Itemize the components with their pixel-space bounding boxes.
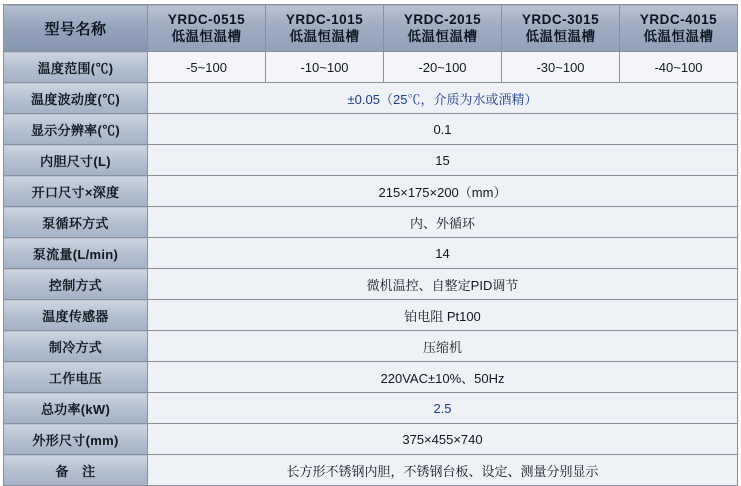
header-cell-model bbox=[384, 5, 502, 52]
table-row bbox=[4, 393, 738, 424]
spec-table-container bbox=[0, 4, 741, 479]
model-desc: 低温恒温槽 bbox=[171, 29, 242, 44]
model-code: YRDC-2015 bbox=[403, 12, 482, 27]
header-cell-model bbox=[620, 5, 738, 52]
row-value: -20~100 bbox=[384, 52, 502, 83]
row-value: ±0.05（25℃，介质为水或酒精） bbox=[148, 83, 738, 114]
row-value: -30~100 bbox=[502, 52, 620, 83]
row-value: 0.1 bbox=[148, 114, 738, 145]
model-code: YRDC-0515 bbox=[167, 12, 246, 27]
row-value: 压缩机 bbox=[148, 331, 738, 362]
table-row bbox=[4, 455, 738, 486]
model-code: YRDC-4015 bbox=[639, 12, 718, 27]
table-row bbox=[4, 300, 738, 331]
table-row bbox=[4, 52, 738, 83]
row-label: 温度传感器 bbox=[4, 300, 148, 331]
model-code: YRDC-1015 bbox=[285, 12, 364, 27]
row-value: 220VAC±10%、50Hz bbox=[148, 362, 738, 393]
row-label: 泵循环方式 bbox=[4, 207, 148, 238]
row-value: -10~100 bbox=[266, 52, 384, 83]
table-row bbox=[4, 83, 738, 114]
table-row bbox=[4, 145, 738, 176]
row-label: 内胆尺寸(L) bbox=[4, 145, 148, 176]
model-desc: 低温恒温槽 bbox=[407, 29, 478, 44]
model-desc: 低温恒温槽 bbox=[643, 29, 714, 44]
row-label: 备 注 bbox=[4, 455, 148, 486]
row-label: 显示分辨率(℃) bbox=[4, 114, 148, 145]
row-label: 控制方式 bbox=[4, 269, 148, 300]
header-cell-model-name: 型号名称 bbox=[4, 5, 148, 52]
row-label: 泵流量(L/min) bbox=[4, 238, 148, 269]
model-code: YRDC-3015 bbox=[521, 12, 600, 27]
header-cell-model bbox=[502, 5, 620, 52]
table-row bbox=[4, 176, 738, 207]
header-cell-model bbox=[148, 5, 266, 52]
row-value: 215×175×200（mm） bbox=[148, 176, 738, 207]
row-value: 15 bbox=[148, 145, 738, 176]
row-label: 总功率(kW) bbox=[4, 393, 148, 424]
row-value: -40~100 bbox=[620, 52, 738, 83]
table-header-row bbox=[4, 5, 738, 52]
row-value: 长方形不锈钢内胆，不锈钢台板、设定、测量分别显示 bbox=[148, 455, 738, 486]
table-row bbox=[4, 238, 738, 269]
row-value: 微机温控、自整定PID调节 bbox=[148, 269, 738, 300]
model-desc: 低温恒温槽 bbox=[289, 29, 360, 44]
table-row bbox=[4, 114, 738, 145]
row-value: 铂电阻 Pt100 bbox=[148, 300, 738, 331]
row-label: 外形尺寸(mm) bbox=[4, 424, 148, 455]
header-cell-model bbox=[266, 5, 384, 52]
table-row bbox=[4, 269, 738, 300]
table-row bbox=[4, 207, 738, 238]
table-row bbox=[4, 362, 738, 393]
row-label: 制冷方式 bbox=[4, 331, 148, 362]
row-value: 375×455×740 bbox=[148, 424, 738, 455]
specification-table bbox=[3, 4, 738, 486]
row-value: 2.5 bbox=[148, 393, 738, 424]
row-value: -5~100 bbox=[148, 52, 266, 83]
row-value: 内、外循环 bbox=[148, 207, 738, 238]
row-label: 温度波动度(℃) bbox=[4, 83, 148, 114]
row-label: 温度范围(℃) bbox=[4, 52, 148, 83]
row-label: 工作电压 bbox=[4, 362, 148, 393]
table-row bbox=[4, 424, 738, 455]
table-body bbox=[4, 5, 738, 486]
table-row bbox=[4, 331, 738, 362]
row-value: 14 bbox=[148, 238, 738, 269]
row-label: 开口尺寸×深度 bbox=[4, 176, 148, 207]
model-desc: 低温恒温槽 bbox=[525, 29, 596, 44]
